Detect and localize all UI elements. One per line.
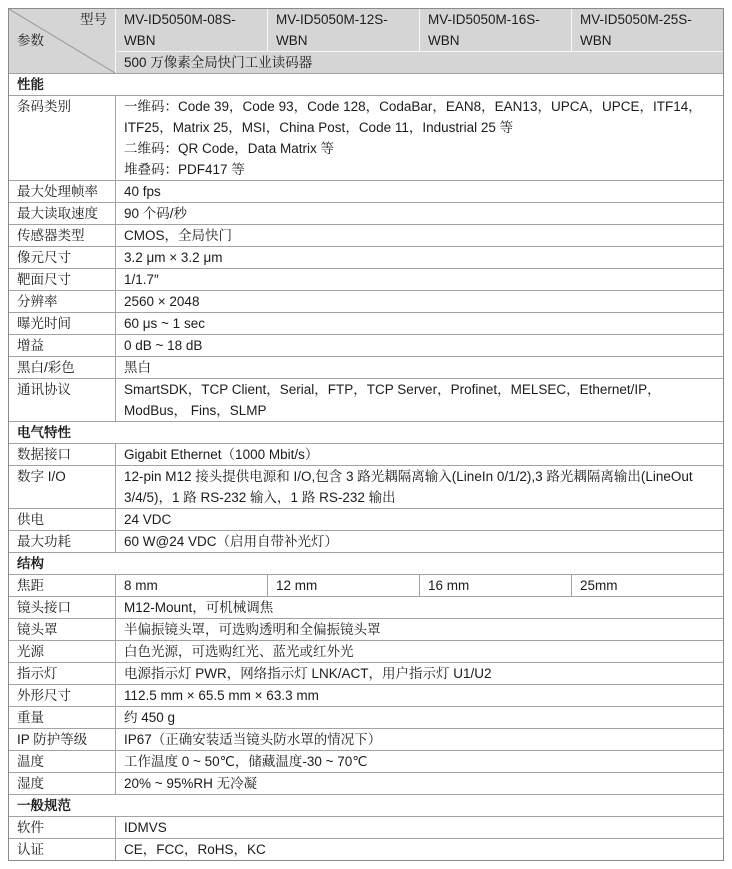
spec-value: IP67（正确安装适当镜头防水罩的情况下） bbox=[115, 729, 723, 750]
spec-label: IP 防护等级 bbox=[17, 732, 88, 747]
spec-label: 重量 bbox=[17, 710, 44, 725]
spec-row-indicators bbox=[9, 662, 723, 684]
spec-value: 40 fps bbox=[115, 181, 723, 202]
model-name-2: MV-ID5050M-12S-WBN bbox=[267, 9, 419, 51]
spec-value: 90 个码/秒 bbox=[115, 203, 723, 224]
spec-value: 0 dB ~ 18 dB bbox=[115, 335, 723, 356]
spec-row-humidity bbox=[9, 772, 723, 794]
focal-length-16mm: 16 mm bbox=[419, 575, 571, 596]
spec-label: 曝光时间 bbox=[17, 316, 71, 331]
spec-row-digital-io bbox=[9, 465, 723, 508]
spec-row-resolution bbox=[9, 290, 723, 312]
spec-label: 分辨率 bbox=[17, 294, 58, 309]
spec-value: 20% ~ 95%RH 无冷凝 bbox=[115, 773, 723, 794]
model-name-1: MV-ID5050M-08S-WBN bbox=[115, 9, 267, 51]
model-name-4: MV-ID5050M-25S-WBN bbox=[571, 9, 723, 51]
spec-label: 湿度 bbox=[17, 776, 44, 791]
spec-row-power-supply bbox=[9, 508, 723, 530]
header-corner-cell bbox=[9, 9, 115, 73]
spec-label: 最大功耗 bbox=[17, 534, 71, 549]
spec-row-max-power bbox=[9, 530, 723, 552]
spec-value: 12-pin M12 接头提供电源和 I/O,包含 3 路光耦隔离输入(LineIn 0/1/2),3 路光耦隔离输出(LineOut 3/4/5)，1 路 RS-232 输入，1 路 RS-232 输出 bbox=[115, 466, 723, 508]
section-title-general: 一般规范 bbox=[9, 794, 723, 816]
spec-value: SmartSDK，TCP Client，Serial，FTP，TCP Server，Profinet，MELSEC，Ethernet/IP，ModBus， Fins，SLMP bbox=[115, 379, 723, 421]
focal-length-12mm: 12 mm bbox=[267, 575, 419, 596]
spec-row-dimensions bbox=[9, 684, 723, 706]
spec-label: 温度 bbox=[17, 754, 44, 769]
section-title-mechanical: 结构 bbox=[9, 552, 723, 574]
spec-row-mono-color bbox=[9, 356, 723, 378]
spec-label: 光源 bbox=[17, 644, 44, 659]
spec-row-sensor-format bbox=[9, 268, 723, 290]
spec-value: 2560 × 2048 bbox=[115, 291, 723, 312]
spec-row-barcode-types bbox=[9, 95, 723, 180]
spec-value: 60 μs ~ 1 sec bbox=[115, 313, 723, 334]
section-title-performance: 性能 bbox=[9, 73, 723, 95]
spec-row-max-read-speed bbox=[9, 202, 723, 224]
spec-label: 传感器类型 bbox=[17, 228, 85, 243]
spec-row-lens-mount bbox=[9, 596, 723, 618]
corner-label-model: 型号 bbox=[80, 12, 107, 27]
spec-value: IDMVS bbox=[115, 817, 723, 838]
section-title-electrical: 电气特性 bbox=[9, 421, 723, 443]
spec-label: 镜头接口 bbox=[17, 600, 71, 615]
spec-value: 3.2 μm × 3.2 μm bbox=[115, 247, 723, 268]
spec-row-light-source bbox=[9, 640, 723, 662]
product-description: 500 万像素全局快门工业读码器 bbox=[115, 51, 723, 73]
spec-row-data-interface bbox=[9, 443, 723, 465]
spec-label: 像元尺寸 bbox=[17, 250, 71, 265]
spec-label: 认证 bbox=[17, 842, 44, 857]
spec-row-max-frame-rate bbox=[9, 180, 723, 202]
focal-length-8mm: 8 mm bbox=[115, 575, 267, 596]
barcode-2d-list: 二维码：QR Code，Data Matrix 等 bbox=[124, 141, 335, 156]
spec-row-protocols bbox=[9, 378, 723, 421]
spec-row-pixel-size bbox=[9, 246, 723, 268]
model-name-3: MV-ID5050M-16S-WBN bbox=[419, 9, 571, 51]
barcode-stacked-list: 堆叠码：PDF417 等 bbox=[124, 162, 245, 177]
spec-value: 白色光源，可选购红光、蓝光或红外光 bbox=[115, 641, 723, 662]
spec-value: 半偏振镜头罩，可选购透明和全偏振镜头罩 bbox=[115, 619, 723, 640]
spec-row-lens-cover bbox=[9, 618, 723, 640]
spec-row-exposure-time bbox=[9, 312, 723, 334]
spec-value: 工作温度 0 ~ 50℃，储藏温度-30 ~ 70℃ bbox=[115, 751, 723, 772]
spec-label: 数据接口 bbox=[17, 447, 71, 462]
corner-label-param: 参数 bbox=[17, 33, 44, 48]
spec-row-certification bbox=[9, 838, 723, 860]
spec-value: 24 VDC bbox=[115, 509, 723, 530]
spec-value: 112.5 mm × 65.5 mm × 63.3 mm bbox=[115, 685, 723, 706]
spec-label: 黑白/彩色 bbox=[17, 360, 75, 375]
spec-label: 焦距 bbox=[17, 578, 44, 593]
spec-value: CE，FCC，RoHS，KC bbox=[115, 839, 723, 860]
spec-row-sensor-type bbox=[9, 224, 723, 246]
spec-label: 外形尺寸 bbox=[17, 688, 71, 703]
spec-table bbox=[8, 8, 724, 861]
spec-value: 1/1.7″ bbox=[115, 269, 723, 290]
table-header bbox=[9, 9, 723, 73]
spec-label: 靶面尺寸 bbox=[17, 272, 71, 287]
spec-value: CMOS，全局快门 bbox=[115, 225, 723, 246]
spec-label: 最大处理帧率 bbox=[17, 184, 98, 199]
spec-row-ip-rating bbox=[9, 728, 723, 750]
spec-row-software bbox=[9, 816, 723, 838]
spec-label: 最大读取速度 bbox=[17, 206, 98, 221]
spec-value: 电源指示灯 PWR，网络指示灯 LNK/ACT，用户指示灯 U1/U2 bbox=[115, 663, 723, 684]
spec-value: Gigabit Ethernet（1000 Mbit/s） bbox=[115, 444, 723, 465]
spec-row-temperature bbox=[9, 750, 723, 772]
spec-label: 通讯协议 bbox=[17, 382, 71, 397]
spec-row-weight bbox=[9, 706, 723, 728]
spec-label: 软件 bbox=[17, 820, 44, 835]
spec-label: 镜头罩 bbox=[17, 622, 58, 637]
spec-value: 黑白 bbox=[115, 357, 723, 378]
spec-value bbox=[115, 96, 723, 180]
spec-value: M12-Mount，可机械调焦 bbox=[115, 597, 723, 618]
spec-label: 条码类别 bbox=[17, 99, 71, 114]
spec-value: 约 450 g bbox=[115, 707, 723, 728]
focal-length-25mm: 25mm bbox=[571, 575, 723, 596]
spec-label: 供电 bbox=[17, 512, 44, 527]
spec-label: 数字 I/O bbox=[17, 469, 66, 484]
spec-row-focal-length bbox=[9, 574, 723, 596]
spec-label: 指示灯 bbox=[17, 666, 58, 681]
spec-value: 60 W@24 VDC（启用自带补光灯） bbox=[115, 531, 723, 552]
spec-row-gain bbox=[9, 334, 723, 356]
barcode-1d-list: 一维码：Code 39，Code 93，Code 128，CodaBar，EAN8，EAN13，UPCA，UPCE，ITF14，ITF25，Matrix 25，MSI，China Post，Code 11，Industrial 25 等 bbox=[124, 99, 702, 135]
spec-label: 增益 bbox=[17, 338, 44, 353]
